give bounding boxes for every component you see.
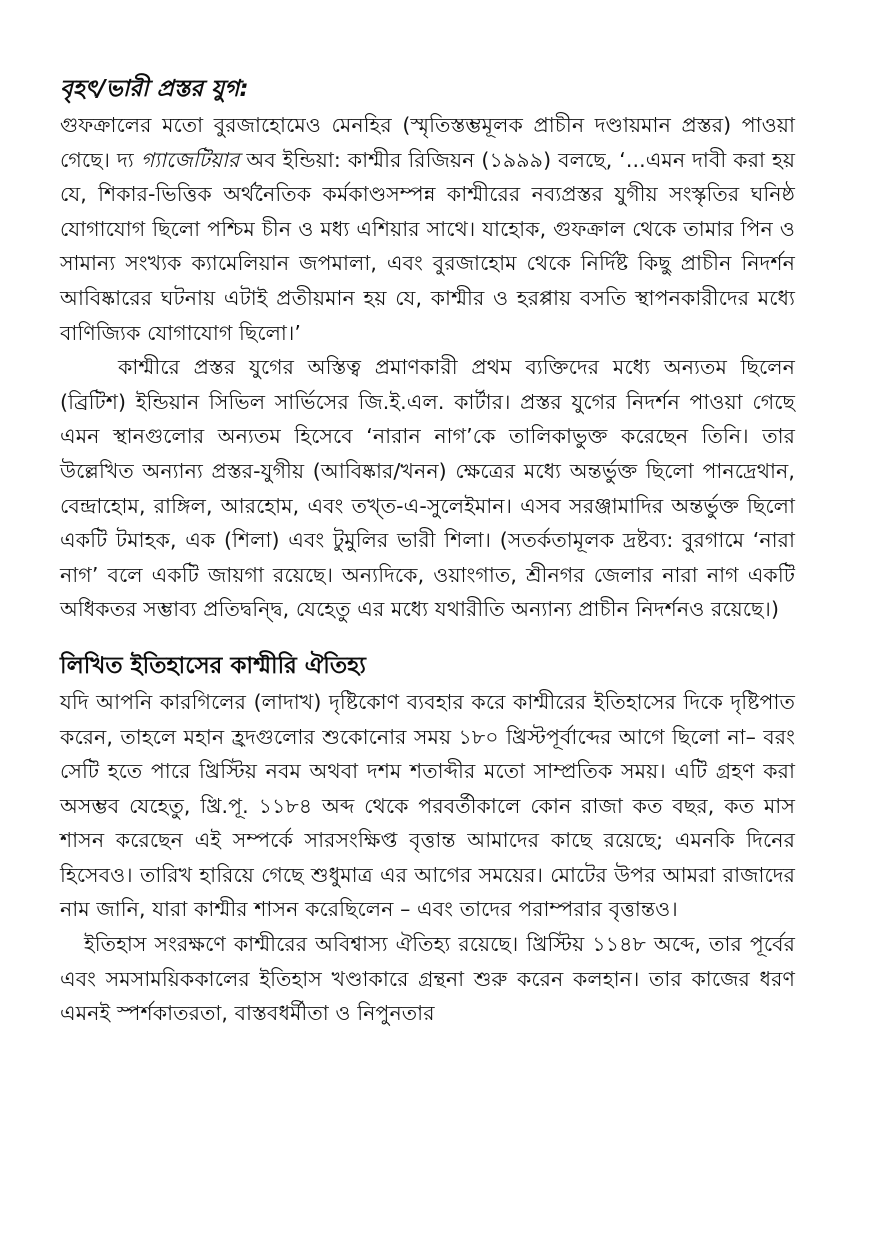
paragraph-menhir-gazetteer [60, 108, 795, 350]
paragraph-text: অব ইন্ডিয়া: কাশ্মীর রিজিয়ন (১৯৯৯) বলছে, ‘...এমন দাবী করা হয় যে, শিকার-ভিত্তিক অর্থনৈতিক কর্মকাণ্ডসম্পন্ন কাশ্মীরের নব্যপ্রস্তর যুগীয় সংস্কৃতির ঘনিষ্ঠ যোগাযোগ ছিলো পশ্চিম চীন ও মধ্য এশিয়ার সাথে। যাহোক, গুফক্রাল থেকে তামার পিন ও সামান্য সংখ্যক ক্যামেলিয়ান জপমালা, এবং বুরজাহোম থেকে নির্দিষ্ট কিছু প্রাচীন নিদর্শন আবিষ্কারের ঘটনায় এটাই প্রতীয়মান হয় যে, কাশ্মীর ও হরপ্পায় বসতি স্থাপনকারীদের মধ্যে বাণিজ্যিক যোগাযোগ ছিলো।’ [60, 147, 796, 345]
document-page [60, 72, 795, 1031]
paragraph-kalhana: ইতিহাস সংরক্ষণে কাশ্মীরের অবিশ্বাস্য ঐতিহ্য রয়েছে। খ্রিস্টিয় ১১৪৮ অব্দে, তার পূর্বের এবং সমসাময়িককালের ইতিহাস খণ্ডাকারে গ্রন্থনা শুরু করেন কলহান। তার কাজের ধরণ এমনই স্পর্শকাতরতা, বাস্তবধর্মীতা ও নিপুনতার [60, 932, 795, 1026]
italic-title-gazetteer: গ্যাজেটিয়ার [140, 147, 240, 172]
paragraph-kargil: যদি আপনি কারগিলের (লাদাখ) দৃষ্টিকোণ ব্যবহার করে কাশ্মীরের ইতিহাসের দিকে দৃষ্টিপাত করেন, তাহলে মহান হ্রদগুলোর শুকোনোর সময় ১৮০ খ্রিস্টপূর্বাব্দের আগে ছিলো না– বরং সেটি হতে পারে খ্রিস্টিয় নবম অথবা দশম শতাব্দীর মতো সাম্প্রতিক সময়। এটি গ্রহণ করা অসম্ভব যেহেতু, খ্রি.পূ. ১১৮৪ অব্দ থেকে পরবর্তীকালে কোন রাজা কত বছর, কত মাস শাসন করেছেন এই সম্পর্কে সারসংক্ষিপ্ত বৃত্তান্ত আমাদের কাছে রয়েছে; এমনকি দিনের হিসেবও। তারিখ হারিয়ে গেছে শুধুমাত্র এর আগের সময়ের। মোটের উপর আমরা রাজাদের নাম জানি, যারা কাশ্মীর শাসন করেছিলেন – এবং তাদের পরাম্পরার বৃত্তান্তও। [60, 689, 795, 922]
paragraph-text: গুফক্রালের মতো বুরজাহোমেও মেনহির (স্মৃতিস্তম্ভমূলক প্রাচীন দণ্ডায়মান প্রস্তর) পাওয়া গেছে। দ্য [60, 113, 795, 172]
section-heading-stone-age: বৃহৎ/ভারী প্রস্তর যুগ: [60, 76, 249, 102]
paragraph-carter: কাশ্মীরে প্রস্তর যুগের অস্তিত্ব প্রমাণকারী প্রথম ব্যক্তিদের মধ্যে অন্যতম ছিলেন (ব্রিটিশ) ইন্ডিয়ান সিভিল সার্ভিসের জি.ই.এল. কার্টার। প্রস্তর যুগের নিদর্শন পাওয়া গেছে এমন স্থানগুলোর অন্যতম হিসেবে ‘নারান নাগ’কে তালিকাভুক্ত করেছেন তিনি। তার উল্লেখিত অন্যান্য প্রস্তর-যুগীয় (আবিষ্কার/খনন) ক্ষেত্রের মধ্যে অন্তর্ভুক্ত ছিলো পানদ্রেথান, বেন্দ্রাহোম, রাঙ্গিল, আরহোম, এবং তখ্‌ত-এ-সুলেইমান। এসব সরঞ্জামাদির অন্তর্ভুক্ত ছিলো একটি টমাহক, এক (শিলা) এবং টুমুলির ভারী শিলা। (সতর্কতামূলক দ্রষ্টব্য: বুরগামে ‘নারা নাগ’ বলে একটি জায়গা রয়েছে। অন্যদিকে, ওয়াংগাত, শ্রীনগর জেলার নারা নাগ একটি অধিকতর সম্ভাব্য প্রতিদ্বন্দ্বি, যেহেতু এর মধ্যে যথারীতি অন্যান্য প্রাচীন নিদর্শনও রয়েছে।) [60, 355, 795, 622]
section-heading-written-history: লিখিত ইতিহাসের কাশ্মীরি ঐতিহ্য [60, 652, 366, 679]
